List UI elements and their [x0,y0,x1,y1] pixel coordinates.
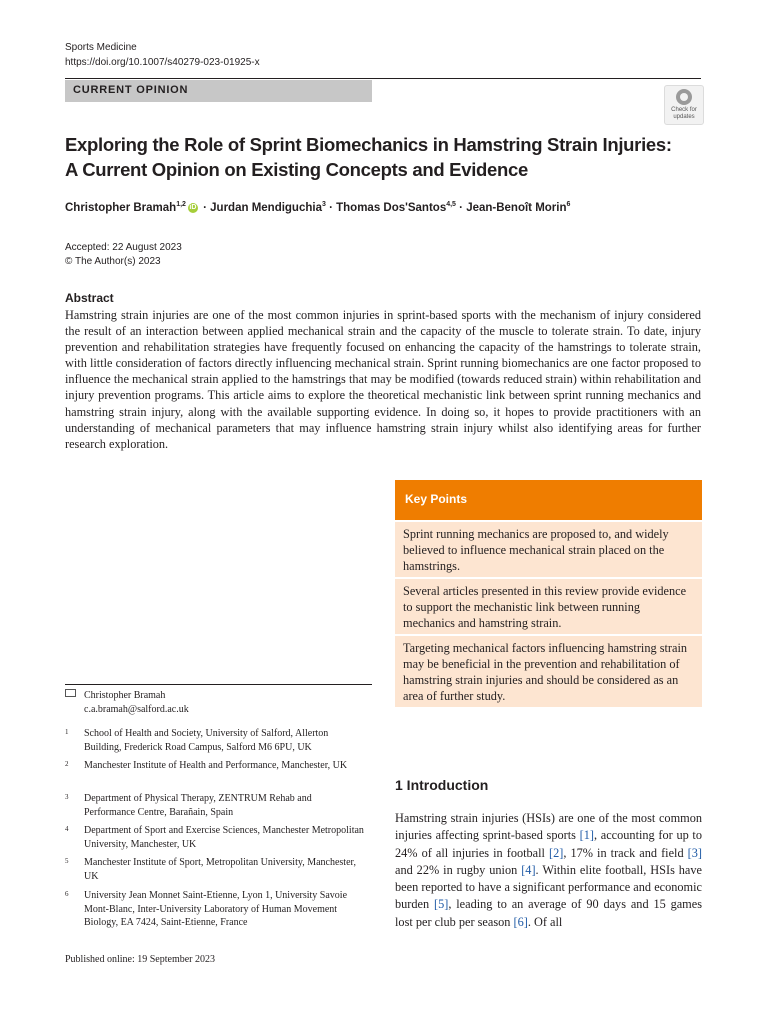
section-label: CURRENT OPINION [73,84,189,96]
key-point-item: Sprint running mechanics are proposed to, and widely believed to influence mechanical strain placed on the hamstrings. [395,522,702,577]
key-points-box [395,480,702,707]
affiliation-item: 5 Manchester Institute of Sport, Metropolitan University, Manchester, UK [65,857,356,882]
author-name[interactable]: Christopher Bramah [65,201,177,214]
citation-link[interactable]: [4] [521,862,536,877]
correspondence [65,689,189,717]
section-banner [65,80,372,102]
author-affiliation: 1,2 [176,201,186,208]
affiliation-item: 1 School of Health and Society, University of Salford, Allerton Building, Frederick Road Campus, Salford M6 6PU, UK [65,728,329,753]
copyright: © The Author(s) 2023 [65,256,161,267]
citation-link[interactable]: [3] [687,845,702,860]
check-updates-icon [676,89,692,105]
author-list: Christopher Bramah$^{1,2}$ iD · Jurdan Mendiguchia$^3$ · Thomas Dos'Santos$^{4,5}$ · Jean-Benoît Morin$^6$ [65,201,571,214]
affiliation-item: 6 University Jean Monnet Saint-Etienne, Lyon 1, University Savoie Mont-Blanc, Inter-University Laboratory of Human Movement Biology, EA 7424, Saint-Etienne, France [65,890,348,928]
key-point-item: Targeting mechanical factors influencing hamstring strain may be beneficial in the prevention and rehabilitation of hamstring strain injuries and should be considered as an area of further study. [395,636,702,707]
author-affiliation: 4,5 [446,201,456,208]
key-point-item: Several articles presented in this review provide evidence to support the mechanistic link between running mechanics and hamstring strain. [395,579,702,634]
accepted-date: Accepted: 22 August 2023 [65,242,182,253]
footnote-rule [65,684,372,685]
corresponding-author: Christopher Bramah [84,690,166,701]
affiliation-item: 2 Manchester Institute of Health and Performance, Manchester, UK [65,760,348,771]
article-dates [65,241,182,269]
key-points-heading: Key Points [395,480,702,520]
doi-link[interactable]: https://doi.org/10.1007/s40279-023-01925-x [65,57,260,68]
published-date: Published online: 19 September 2023 [65,954,215,965]
affiliation-item: 3 Department of Physical Therapy, ZENTRUM Rehab and Performance Centre, Barañain, Spain [65,793,312,818]
check-updates-text: Check for updates [671,107,697,120]
author-affiliation: 3 [321,201,326,208]
journal-name: Sports Medicine [65,42,137,53]
envelope-icon [65,689,76,697]
abstract-heading: Abstract [65,291,114,305]
abstract-text: Hamstring strain injuries are one of the most common injuries in sprint-based sports with the mechanism of injury considered the result of an interaction between applied mechanical strain and the capacity of the muscle to tolerate strain. To date, injury prevention and rehabilitation strategies have frequently focused on enhancing the capacity of the hamstrings to tolerate strain, with little consideration of factors directly influencing mechanical strain. Sprint running biomechanics are one factor proposed to influence the mechanical strain applied to the hamstrings that may be modified (towards reduced strain) within rehabilitation and injury prevention programs. This article aims to explore the theoretical mechanistic link between sprint running mechanics and hamstring strain injury, along with the available supporting evidence. In doing so, it hopes to provide practitioners with an understanding of mechanical parameters that may influence hamstring strain injury whilst also identifying areas for further research exploration. [65,308,701,451]
orcid-icon[interactable]: iD [189,203,197,211]
author-name[interactable]: Thomas Dos'Santos [336,201,447,214]
author-affiliation: 6 [566,201,571,208]
citation-link[interactable]: [5] [434,897,449,912]
affiliation-item: 4 Department of Sport and Exercise Sciences, Manchester Metropolitan University, Manchester, UK [65,825,364,850]
journal-header [65,40,260,70]
citation-link[interactable]: [1] [579,828,594,843]
author-name[interactable]: Jean-Benoît Morin [466,201,567,214]
check-for-updates-badge[interactable] [664,85,704,125]
author-name[interactable]: Jurdan Mendiguchia [210,201,322,214]
citation-link[interactable]: [6] [513,914,528,929]
citation-link[interactable]: [2] [549,845,564,860]
article-title: Exploring the Role of Sprint Biomechanics in Hamstring Strain Injuries: A Current Opinion on Existing Concepts and Evidence [65,134,672,180]
introduction-heading: 1 Introduction [395,777,489,793]
header-rule [65,78,701,79]
introduction-text: Hamstring strain injuries (HSIs) are one of the most common injuries affecting sprint-based sports [1], accounting for up to 24% of all injuries in football [2], 17% in track and field [3] and 22% in rugby union [4]. Within elite football, HSIs have been reported to have a significant performance and economic burden [5], leading to an average of 90 days and 15 games lost per club per season [6]. Of all [395,811,702,929]
corresponding-email[interactable]: c.a.bramah@salford.ac.uk [84,704,189,715]
